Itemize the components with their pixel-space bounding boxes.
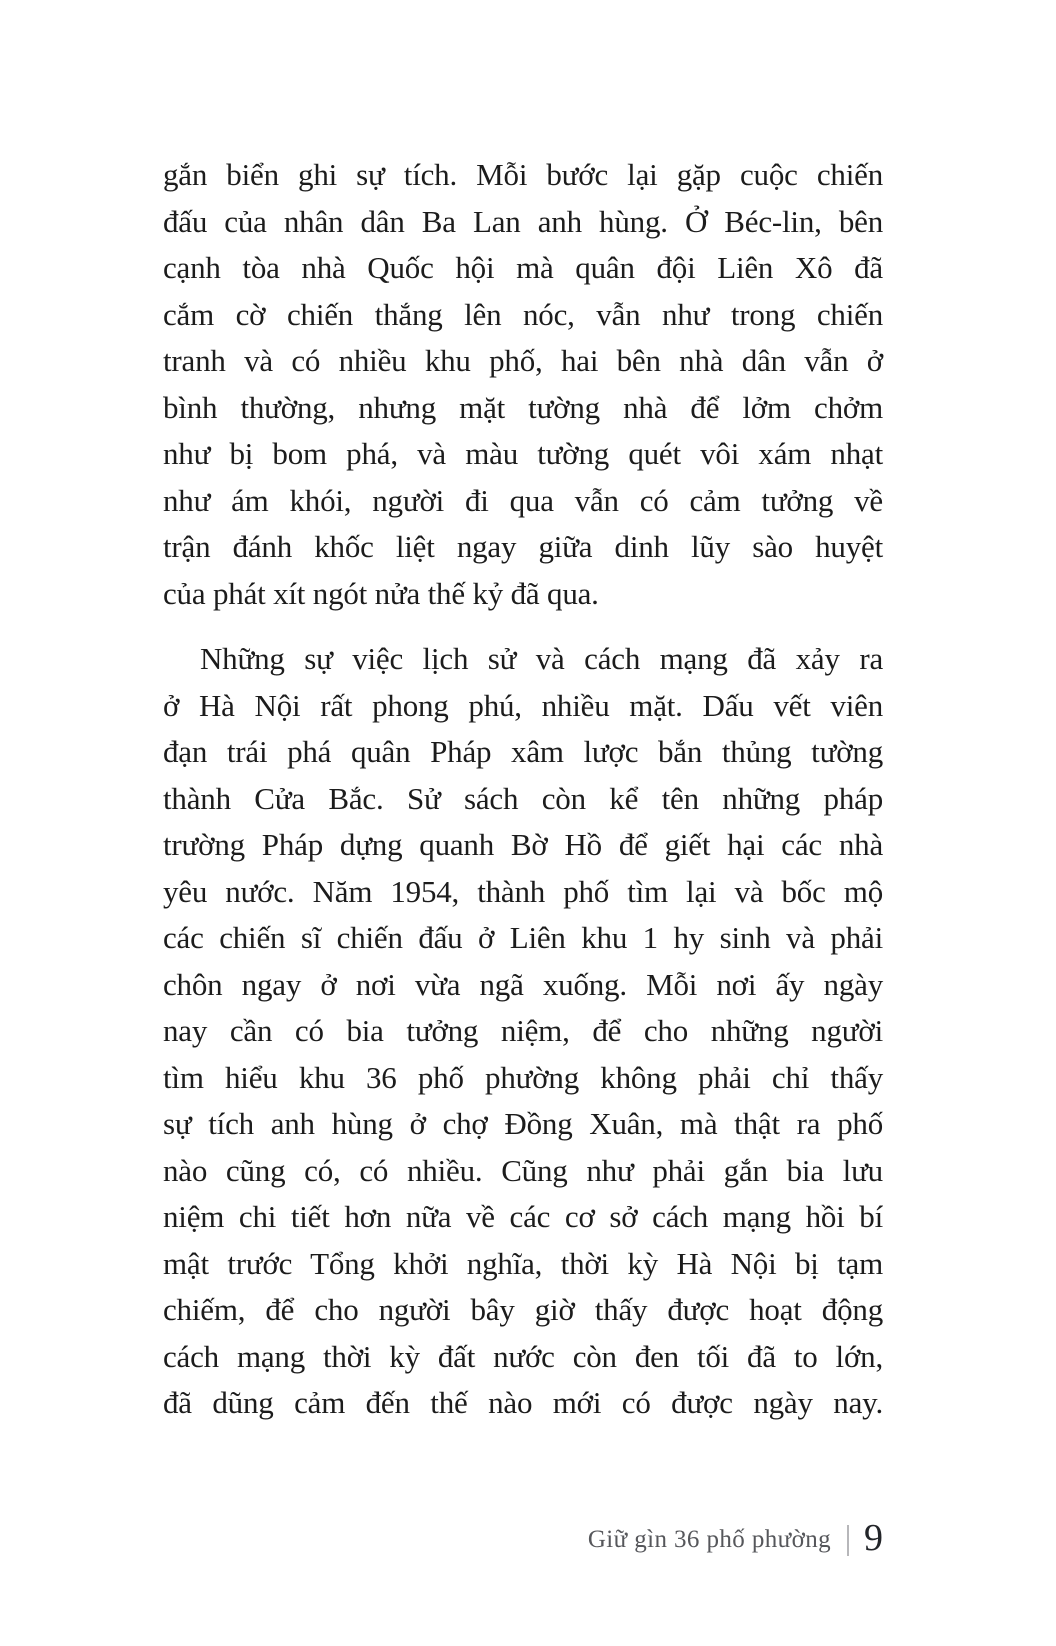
page-footer (163, 1514, 883, 1566)
text-line: niệm chi tiết hơn nữa về các cơ sở cách mạng hồi bí (163, 1199, 883, 1234)
text-line: trường Pháp dựng quanh Bờ Hồ để giết hại các nhà (163, 827, 883, 862)
text-line: các chiến sĩ chiến đấu ở Liên khu 1 hy sinh và phải (163, 920, 883, 955)
page-number: 9 (864, 1517, 883, 1559)
text-line: đã dũng cảm đến thế nào mới có được ngày nay. (163, 1385, 883, 1420)
text-line: đấu của nhân dân Ba Lan anh hùng. Ở Béc-lin, bên (163, 203, 883, 239)
text-line: gắn biển ghi sự tích. Mỗi bước lại gặp cuộc chiến (163, 157, 883, 192)
paragraph-2 (163, 636, 883, 1427)
text-line: nay cần có bia tưởng niệm, để cho những người (163, 1013, 883, 1048)
text-line: chiếm, để cho người bây giờ thấy được hoạt động (163, 1292, 883, 1327)
footer-divider (847, 1525, 849, 1556)
text-line: cắm cờ chiến thắng lên nóc, vẫn như trong chiến (163, 296, 883, 332)
text-line: cạnh tòa nhà Quốc hội mà quân đội Liên Xô đã (163, 250, 883, 285)
text-line: tìm hiểu khu 36 phố phường không phải chỉ thấy (163, 1059, 883, 1095)
text-line: đạn trái phá quân Pháp xâm lược bắn thủng tường (163, 734, 883, 769)
text-line: ở Hà Nội rất phong phú, nhiều mặt. Dấu vết viên (163, 687, 883, 723)
running-title: Giữ gìn 36 phố phường (587, 1526, 831, 1553)
text-line: như bị bom phá, và màu tường quét vôi xám nhạt (163, 436, 883, 471)
text-line: trận đánh khốc liệt ngay giữa dinh lũy sào huyệt (163, 529, 883, 564)
text-line: Những sự việc lịch sử và cách mạng đã xảy ra (200, 641, 883, 676)
text-line: nào cũng có, có nhiều. Cũng như phải gắn bia lưu (163, 1152, 883, 1188)
text-line: yêu nước. Năm 1954, thành phố tìm lại và bốc mộ (163, 873, 883, 909)
paragraph-1 (163, 152, 883, 617)
text-line: mật trước Tổng khởi nghĩa, thời kỳ Hà Nội bị tạm (163, 1245, 883, 1281)
text-line: của phát xít ngót nửa thế kỷ đã qua. (163, 575, 599, 611)
text-line: như ám khói, người đi qua vẫn có cảm tưởng về (163, 482, 883, 518)
text-line: sự tích anh hùng ở chợ Đồng Xuân, mà thật ra phố (163, 1106, 883, 1141)
text-line: cách mạng thời kỳ đất nước còn đen tối đã to lớn, (163, 1338, 883, 1374)
text-line: tranh và có nhiều khu phố, hai bên nhà dân vẫn ở (163, 343, 883, 378)
text-line: thành Cửa Bắc. Sử sách còn kể tên những pháp (163, 780, 883, 816)
text-line: bình thường, nhưng mặt tường nhà để lởm chởm (163, 389, 883, 425)
text-line: chôn ngay ở nơi vừa ngã xuống. Mỗi nơi ấy ngày (163, 966, 883, 1002)
text-block (163, 152, 883, 1427)
